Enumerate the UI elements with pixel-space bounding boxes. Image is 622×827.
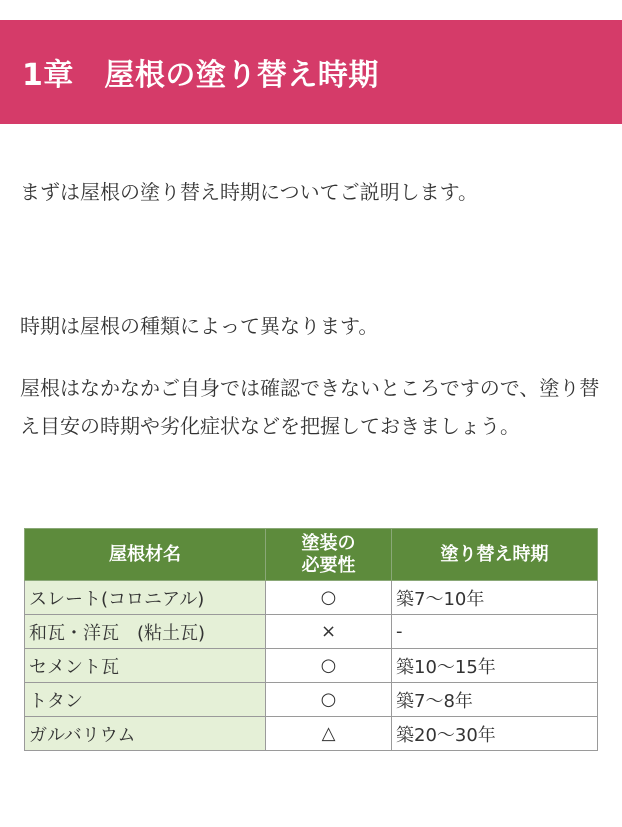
period-cell: 築10〜15年 bbox=[392, 649, 598, 683]
need-cell: ○ bbox=[266, 649, 392, 683]
chapter-banner bbox=[0, 20, 622, 124]
table-row bbox=[25, 683, 598, 717]
need-cell: ○ bbox=[266, 683, 392, 717]
period-cell: - bbox=[392, 615, 598, 649]
header-need-line2: 必要性 bbox=[301, 554, 356, 576]
need-cell: △ bbox=[266, 717, 392, 751]
material-cell: スレート(コロニアル) bbox=[25, 581, 266, 615]
header-need bbox=[266, 529, 392, 581]
material-cell: セメント瓦 bbox=[25, 649, 266, 683]
advice-paragraph: 屋根はなかなかご自身では確認できないところですので、塗り替え目安の時期や劣化症状などを把握しておきましょう。 bbox=[20, 376, 600, 438]
material-cell: ガルバリウム bbox=[25, 717, 266, 751]
header-material: 屋根材名 bbox=[25, 529, 266, 581]
roof-material-table bbox=[24, 528, 598, 751]
table-row bbox=[25, 717, 598, 751]
material-cell: トタン bbox=[25, 683, 266, 717]
header-period: 塗り替え時期 bbox=[392, 529, 598, 581]
header-need-line1: 塗装の bbox=[301, 532, 356, 554]
period-paragraph: 時期は屋根の種類によって異なります。 bbox=[20, 314, 379, 338]
period-cell: 築7〜8年 bbox=[392, 683, 598, 717]
period-cell: 築7〜10年 bbox=[392, 581, 598, 615]
roof-table-container bbox=[24, 528, 598, 751]
need-cell: ○ bbox=[266, 581, 392, 615]
table-row bbox=[25, 649, 598, 683]
table-row bbox=[25, 581, 598, 615]
intro-paragraph: まずは屋根の塗り替え時期についてご説明します。 bbox=[20, 180, 478, 204]
table-row bbox=[25, 615, 598, 649]
need-cell: × bbox=[266, 615, 392, 649]
table-header-row bbox=[25, 529, 598, 581]
period-cell: 築20〜30年 bbox=[392, 717, 598, 751]
chapter-title: 1章 屋根の塗り替え時期 bbox=[22, 58, 379, 93]
material-cell: 和瓦・洋瓦 (粘土瓦) bbox=[25, 615, 266, 649]
